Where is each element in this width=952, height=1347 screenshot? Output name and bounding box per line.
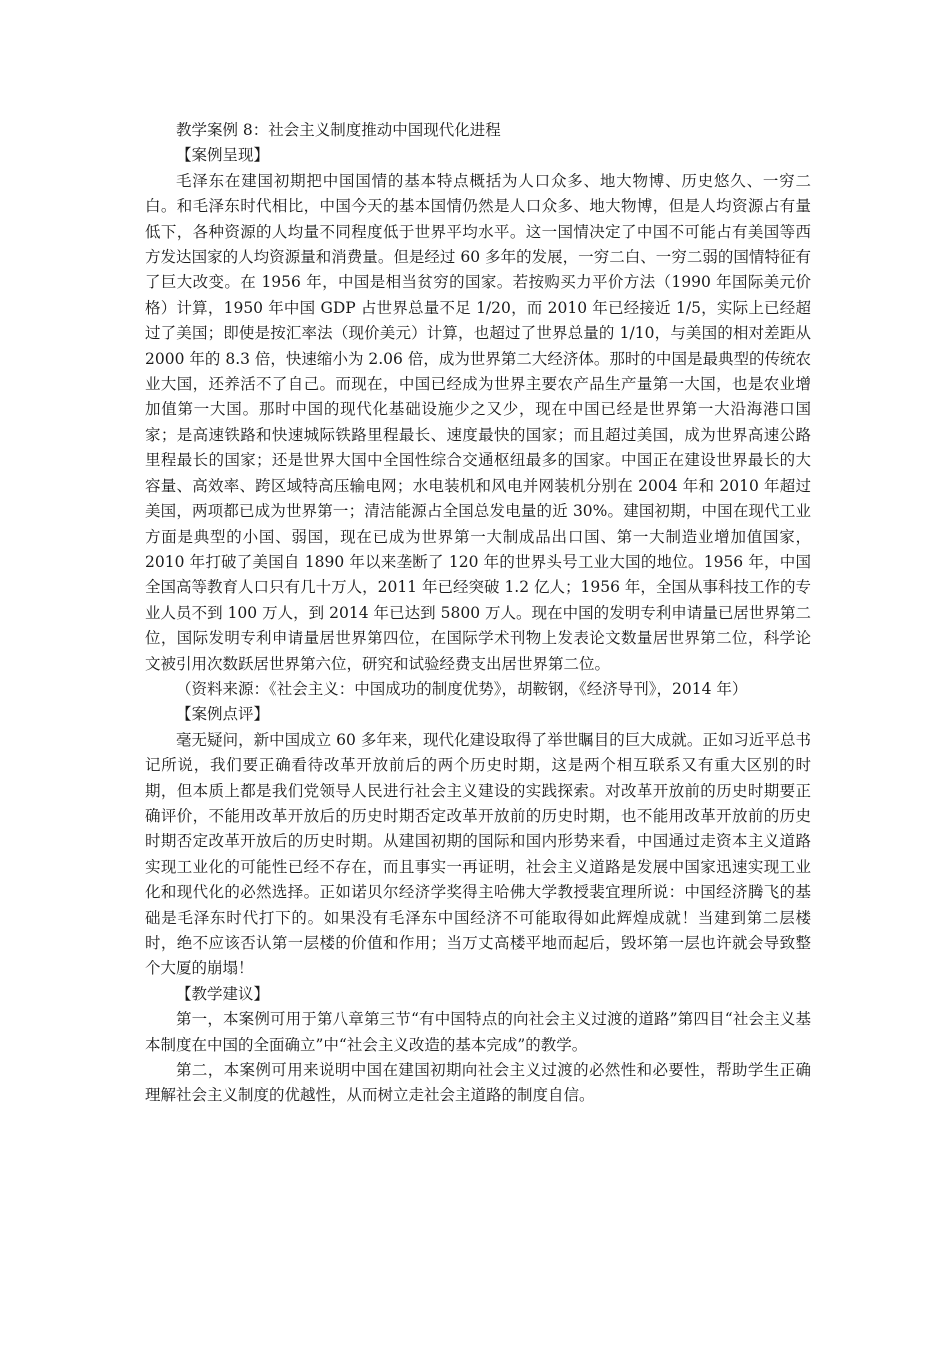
teaching-suggestion-first: 第一，本案例可用于第八章第三节“有中国特点的向社会主义过渡的道路”第四目“社会主义基本制度在中国的全面确立”中“社会主义改造的基本完成”的教学。 xyxy=(145,1010,811,1054)
case-review-label: 【案例点评】 xyxy=(176,705,270,724)
teaching-suggestion-second: 第二，本案例可用来说明中国在建国初期向社会主义过渡的必然性和必要性，帮助学生正确理解社会主义制度的优越性，从而树立走社会主道路的制度自信。 xyxy=(145,1061,811,1105)
case-presentation-paragraph: 毛泽东在建国初期把中国国情的基本特点概括为人口众多、地大物博、历史悠久、一穷二白。和毛泽东时代相比，中国今天的基本国情仍然是人口众多、地大物博，但是人均资源占有量低下，各种资源的人均量不同程度低于世界平均水平。这一国情决定了中国不可能占有美国等西方发达国家的人均资源量和消费量。但是经过 60 多年的发展，一穷二白、一穷二弱的国情特征有了巨大改变。在 1956 年，中国是相当贫穷的国家。若按购买力平价方法（1990 年国际美元价格）计算，1950 年中国 GDP 占世界总量不足 1/20，而 2010 年已经接近 1/5，实际上已经超过了美国；即使是按汇率法（现价美元）计算，也超过了世界总量的 1/10，与美国的相对差距从 2000 年的 8.3 倍，快速缩小为 2.06 倍，成为世界第二大经济体。那时的中国是最典型的传统农业大国，还养活不了自己。而现在，中国已经成为世界主要农产品生产量第一大国，也是农业增加值第一大国。那时中国的现代化基础设施少之又少，现在中国已经是世界第一大沿海港口国家；是高速铁路和快速城际铁路里程最长、速度最快的国家；而且超过美国，成为世界高速公路里程最长的国家；还是世界大国中全国性综合交通枢纽最多的国家。中国正在建设世界最长的大容量、高效率、跨区域特高压输电网；水电装机和风电并网装机分别在 2004 年和 2010 年超过美国，两项都已成为世界第一；清洁能源占全国总发电量的近 30%。建国初期，中国在现代工业方面是典型的小国、弱国，现在已成为世界第一大制成品出口国、第一大制造业增加值国家，2010 年打破了美国自 1890 年以来垄断了 120 年的世界头号工业大国的地位。1956 年，中国全国高等教育人口只有几十万人，2011 年已经突破 1.2 亿人；1956 年，全国从事科技工作的专业人员不到 100 万人，到 2014 年已达到 5800 万人。现在中国的发明专利申请量已居世界第二位，国际发明专利申请量居世界第四位，在国际学术刊物上发表论文数量居世界第二位，科学论文被引用次数跃居世界第六位，研究和试验经费支出居世界第二位。 xyxy=(145,171,811,673)
case-review-paragraph: 毫无疑问，新中国成立 60 多年来，现代化建设取得了举世瞩目的巨大成就。正如习近平总书记所说，我们要正确看待改革开放前后的两个历史时期，这是两个相互联系又有重大区别的时期，但本质上都是我们党领导人民进行社会主义建设的实践探索。对改革开放前的历史时期要正确评价，不能用改革开放后的历史时期否定改革开放前的历史时期，也不能用改革开放前的历史时期否定改革开放后的历史时期。从建国初期的国际和国内形势来看，中国通过走资本主义道路实现工业化的可能性已经不存在，而且事实一再证明，社会主义道路是发展中国家迅速实现工业化和现代化的必然选择。正如诺贝尔经济学奖得主哈佛大学教授裴宜理所说：中国经济腾飞的基础是毛泽东时代打下的。如果没有毛泽东中国经济不可能取得如此辉煌成就！当建到第二层楼时，绝不应该否认第一层楼的价值和作用；当万丈高楼平地而起后，毁坏第一层也许就会导致整个大厦的崩塌！ xyxy=(145,730,811,978)
teaching-suggestions-label: 【教学建议】 xyxy=(176,984,270,1003)
document-page xyxy=(145,118,811,1109)
source-citation: （资料来源：《社会主义：中国成功的制度优势》，胡鞍钢，《经济导刊》，2014 年） xyxy=(176,679,748,698)
case-presentation-label: 【案例呈现】 xyxy=(176,146,270,165)
case-title: 教学案例 8：社会主义制度推动中国现代化进程 xyxy=(176,121,501,139)
